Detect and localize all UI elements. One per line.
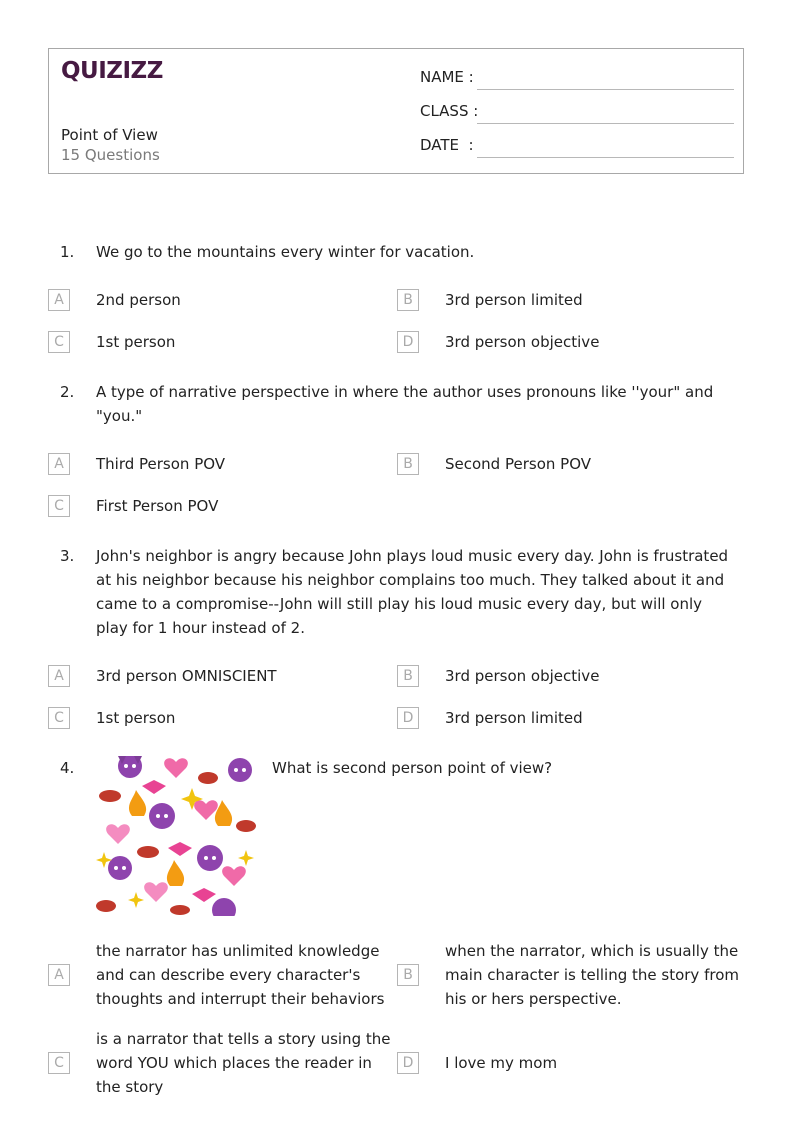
option-text: 1st person xyxy=(96,709,176,727)
lips-icon xyxy=(170,905,190,915)
option-letter-box: B xyxy=(397,289,419,311)
option-letter-box: D xyxy=(397,707,419,729)
question-text: What is second person point of view? xyxy=(272,759,553,777)
option-text: 3rd person objective xyxy=(445,333,600,351)
devil-icon xyxy=(228,758,252,782)
option-letter-box: A xyxy=(48,289,70,311)
option-text: when the narrator, which is usually the main character is telling the story from his or hers perspective. xyxy=(445,942,739,1008)
lips-icon xyxy=(198,772,218,784)
option-text: Third Person POV xyxy=(96,455,226,473)
q2-option-c[interactable] xyxy=(48,495,388,519)
q1-option-b[interactable] xyxy=(397,289,737,313)
q4-option-d[interactable] xyxy=(397,1052,737,1076)
class-field[interactable] xyxy=(420,102,734,124)
q3-option-b[interactable] xyxy=(397,665,737,689)
lips-icon xyxy=(236,820,256,832)
option-text: 2nd person xyxy=(96,291,181,309)
q3-option-c[interactable] xyxy=(48,707,388,731)
devil-icon xyxy=(197,845,223,871)
option-text: 3rd person objective xyxy=(445,667,600,685)
q2-option-a[interactable] xyxy=(48,453,388,477)
quiz-title: Point of View xyxy=(61,126,158,144)
option-letter-box: C xyxy=(48,495,70,517)
quizizz-logo: QUIZIZZ xyxy=(61,58,163,84)
option-letter-box: D xyxy=(397,1052,419,1074)
worksheet-header xyxy=(48,48,744,174)
option-text: 3rd person limited xyxy=(445,709,583,727)
class-line[interactable] xyxy=(477,123,734,124)
question-number: 4. xyxy=(60,759,75,777)
option-letter-box: A xyxy=(48,964,70,986)
option-text: the narrator has unlimited knowledge and can describe every character's thoughts and interrupt their behaviors xyxy=(96,942,385,1008)
option-text: Second Person POV xyxy=(445,455,591,473)
question-text: John's neighbor is angry because John plays loud music every day. John is frustrated at his neighbor because his neighbor complains too much. They talked about it and came to a compromise--John will still play his loud music every day, but will only play for 1 hour instead of 2. xyxy=(96,547,729,637)
question-number: 3. xyxy=(60,547,75,565)
q1-option-a[interactable] xyxy=(48,289,388,313)
q4-option-a[interactable] xyxy=(48,942,388,1008)
q1-option-c[interactable] xyxy=(48,331,388,355)
class-label: CLASS : xyxy=(420,102,479,120)
lips-icon xyxy=(96,900,116,912)
devil-icon xyxy=(149,803,175,829)
lips-icon xyxy=(99,790,121,802)
date-line[interactable] xyxy=(477,157,734,158)
date-label: DATE : xyxy=(420,136,474,154)
question-number: 2. xyxy=(60,383,75,401)
q1-option-d[interactable] xyxy=(397,331,737,355)
option-letter-box: C xyxy=(48,1052,70,1074)
option-letter-box: A xyxy=(48,665,70,687)
option-letter-box: B xyxy=(397,453,419,475)
q3-option-d[interactable] xyxy=(397,707,737,731)
option-letter-box: B xyxy=(397,665,419,687)
option-text: First Person POV xyxy=(96,497,219,515)
emoji-pattern-svg xyxy=(96,756,256,916)
name-label: NAME : xyxy=(420,68,474,86)
option-letter-box: C xyxy=(48,331,70,353)
option-letter-box: A xyxy=(48,453,70,475)
option-letter-box: C xyxy=(48,707,70,729)
option-text: is a narrator that tells a story using the word YOU which places the reader in the story xyxy=(96,1030,391,1096)
option-letter-box: B xyxy=(397,964,419,986)
emoji-pattern-image xyxy=(96,756,256,916)
option-text: I love my mom xyxy=(445,1054,558,1072)
date-field[interactable] xyxy=(420,136,734,158)
question-text: We go to the mountains every winter for vacation. xyxy=(96,243,475,261)
question-count: 15 Questions xyxy=(61,146,160,164)
option-text: 1st person xyxy=(96,333,176,351)
option-text: 3rd person limited xyxy=(445,291,583,309)
q4-option-b[interactable] xyxy=(397,942,742,1008)
option-text: 3rd person OMNISCIENT xyxy=(96,667,277,685)
name-line[interactable] xyxy=(477,89,734,90)
lips-icon xyxy=(137,846,159,858)
q2-option-b[interactable] xyxy=(397,453,737,477)
q3-option-a[interactable] xyxy=(48,665,388,689)
devil-icon xyxy=(108,856,132,880)
name-field[interactable] xyxy=(420,68,734,90)
option-letter-box: D xyxy=(397,331,419,353)
question-text: A type of narrative perspective in where the author uses pronouns like ''your" and "you." xyxy=(96,383,714,425)
q4-option-c[interactable] xyxy=(48,1030,391,1096)
question-number: 1. xyxy=(60,243,75,261)
